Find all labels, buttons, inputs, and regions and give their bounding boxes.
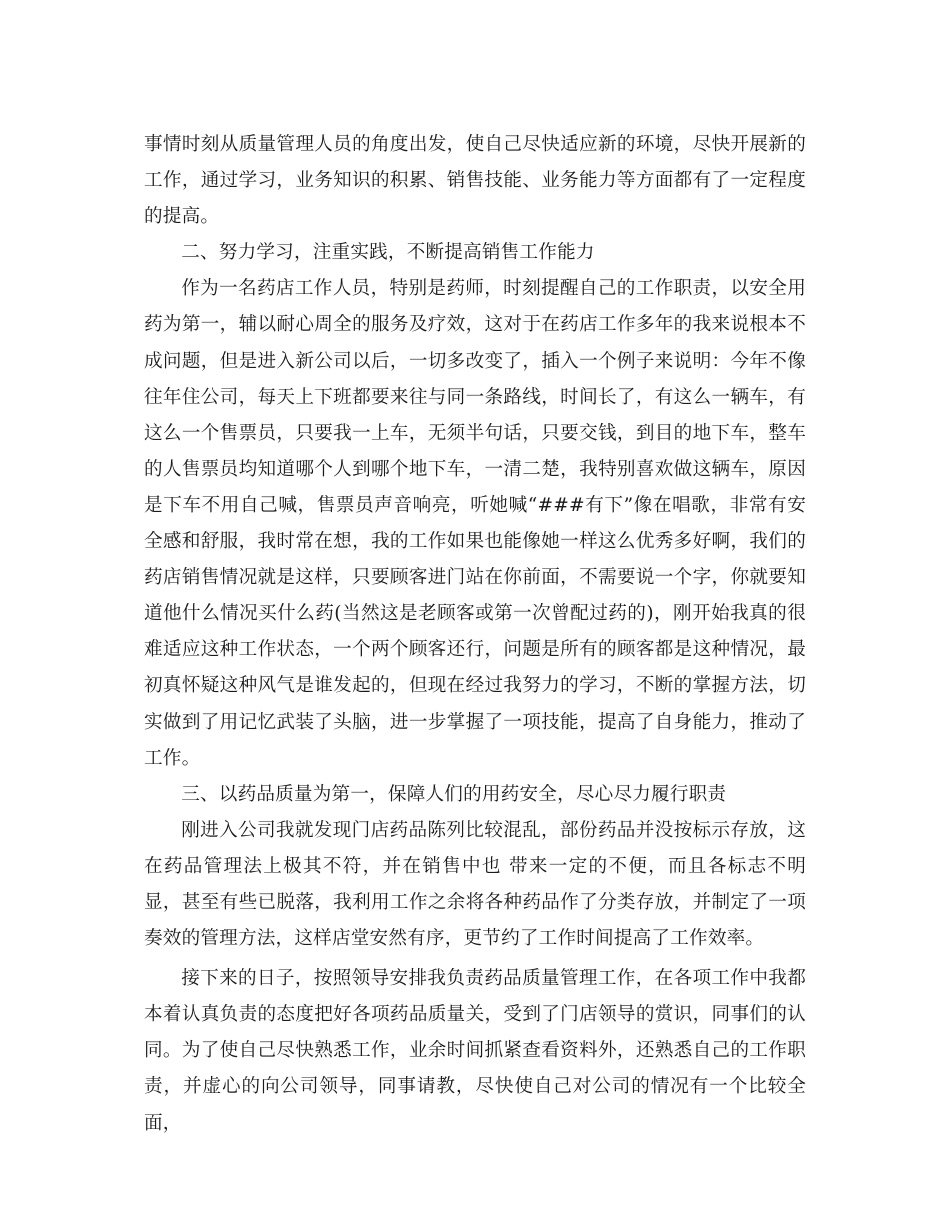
document-body	[144, 127, 806, 1142]
paragraph-intro-continuation: 事情时刻从质量管理人员的角度出发，使自己尽快适应新的环境，尽快开展新的工作，通过学习，业务知识的积累、销售技能、业务能力等方面都有了一定程度的提高。	[144, 134, 806, 228]
paragraph-section-three-body: 刚进入公司我就发现门店药品陈列比较混乱，部份药品并没按标示存放，这在药品管理法上极其不符，并在销售中也 带来一定的不便，而且各标志不明显，甚至有些已脱落，我利用工作之余将各种药品作了分类存放，并制定了一项奏效的管理方法，这样店堂安然有序，更节约了工作时间提高了工作效率。	[144, 819, 806, 950]
paragraph-section-two-body: 作为一名药店工作人员，特别是药师，时刻提醒自己的工作职责，以安全用药为第一，辅以耐心周全的服务及疗效，这对于在药店工作多年的我来说根本不成问题，但是进入新公司以后，一切多改变了，插入一个例子来说明：今年不像往年住公司，每天上下班都要来往与同一条路线，时间长了，有这么一辆车，有这么一个售票员，只要我一上车，无须半句话，只要交钱，到目的地下车，整车的人售票员均知道哪个人到哪个地下车，一清二楚，我特别喜欢做这辆车，原因是下车不用自己喊，售票员声音响亮，听她喊“###有下”像在唱歌，非常有安全感和舒服，我时常在想，我的工作如果也能像她一样这么优秀多好啊，我们的药店销售情况就是这样，只要顾客进门站在你前面，不需要说一个字，你就要知道他什么情况买什么药(当然这是老顾客或第一次曾配过药的)，刚开始我真的很难适应这种工作状态，一个两个顾客还行，问题是所有的顾客都是这种情况，最初真怀疑这种风气是谁发起的，但现在经过我努力的学习，不断的掌握方法，切实做到了用记忆武装了头脑，进一步掌握了一项技能，提高了自身能力，推动了工作。	[144, 278, 806, 769]
paragraph-quality-management: 接下来的日子，按照领导安排我负责药品质量管理工作，在各项工作中我都本着认真负责的态度把好各项药品质量关，受到了门店领导的赏识，同事们的认同。为了使自己尽快熟悉工作，业余时间抓紧查看资料外，还熟悉自己的工作职责，并虚心的向公司领导，同事请教，尽快使自己对公司的情况有一个比较全面，	[144, 968, 806, 1134]
section-heading-three: 三、以药品质量为第一，保障人们的用药安全，尽心尽力履行职责	[181, 783, 727, 805]
section-heading-two: 二、努力学习，注重实践，不断提高销售工作能力	[181, 242, 595, 264]
